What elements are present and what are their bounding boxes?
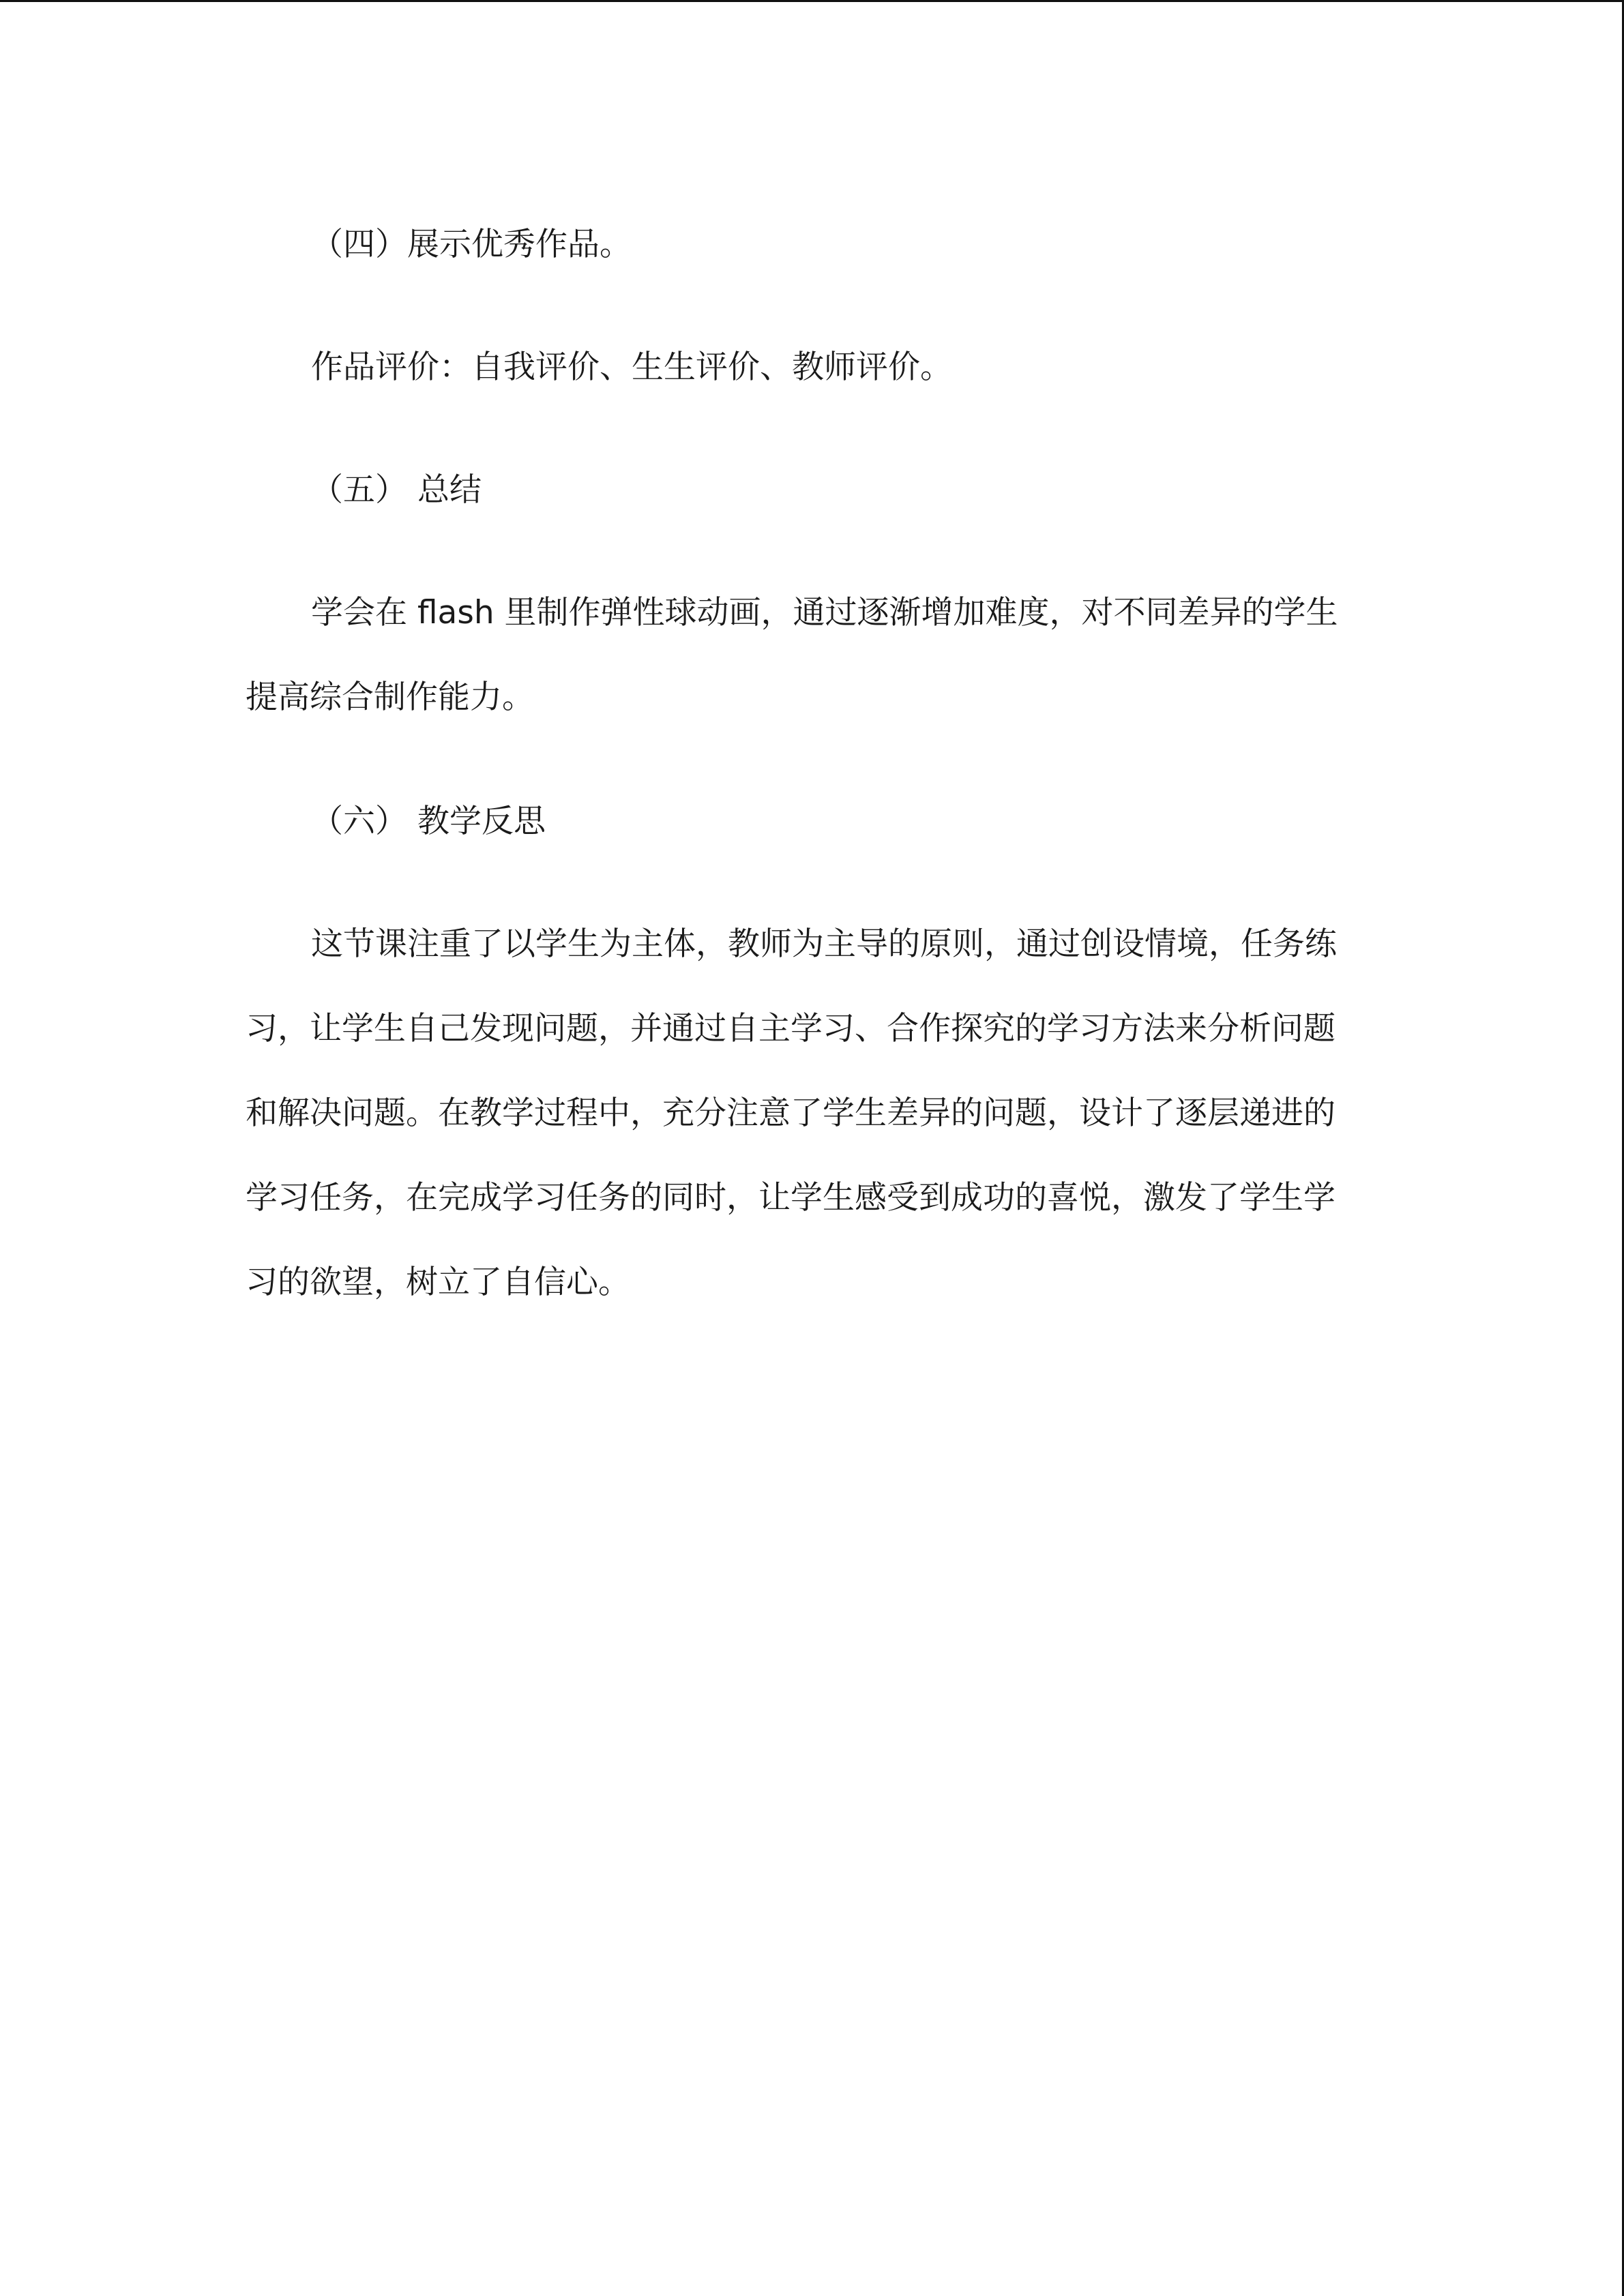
section-five-heading: （五） 总结 [311,471,482,509]
evaluation-line: 作品评价：自我评价、生生评价、教师评价。 [311,348,952,386]
section-four-heading: （四）展示优秀作品。 [311,226,632,263]
section-six-heading: （六） 教学反思 [311,803,546,840]
summary-paragraph: 学会在 flash 里制作弹性球动画，通过逐渐增加难度，对不同差异的学生提高综合制作能力。 [246,594,1338,716]
reflection-paragraph: 这节课注重了以学生为主体，教师为主导的原则，通过创设情境，任务练习，让学生自己发现问题，并通过自主学习、合作探究的学习方法来分析问题和解决问题。在教学过程中，充分注意了学生差异的问题，设计了逐层递进的学习任务，在完成学习任务的同时，让学生感受到成功的喜悦，激发了学生学习的欲望，树立了自信心。 [246,925,1337,1301]
